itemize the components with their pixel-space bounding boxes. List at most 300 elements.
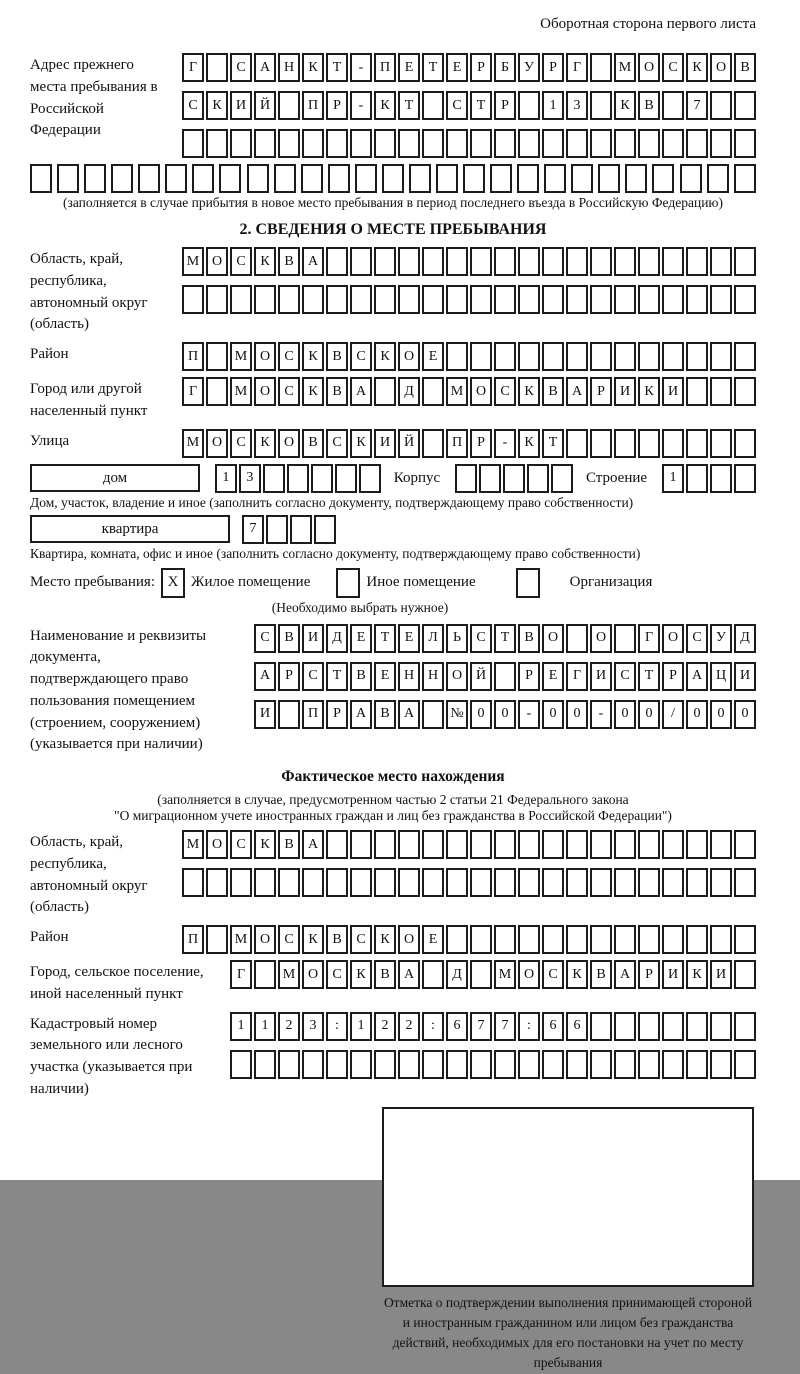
char-box: Е <box>374 662 396 691</box>
char-box <box>638 868 660 897</box>
char-box <box>503 464 525 493</box>
char-box: С <box>686 624 708 653</box>
char-box: О <box>470 377 492 406</box>
char-box <box>734 164 756 193</box>
char-box <box>182 285 204 314</box>
char-box <box>710 377 732 406</box>
char-box: - <box>494 429 516 458</box>
char-box <box>662 91 684 120</box>
char-box <box>230 285 252 314</box>
char-box <box>710 1050 732 1079</box>
char-box <box>422 247 444 276</box>
char-box: К <box>686 960 708 989</box>
char-box: С <box>302 662 324 691</box>
char-box <box>266 515 288 544</box>
char-box: К <box>638 377 660 406</box>
char-box: М <box>446 377 468 406</box>
actual-district-row <box>180 925 756 954</box>
char-box <box>734 377 756 406</box>
char-box: Е <box>398 624 420 653</box>
char-box <box>254 960 276 989</box>
char-box: Т <box>494 624 516 653</box>
char-box: С <box>350 342 372 371</box>
char-box: 1 <box>254 1012 276 1041</box>
region-label: Область, край, республика, автономный округ (область) <box>30 251 148 333</box>
char-box <box>662 129 684 158</box>
char-box <box>542 342 564 371</box>
char-box <box>494 247 516 276</box>
char-box: К <box>614 91 636 120</box>
char-box <box>662 247 684 276</box>
char-box <box>326 285 348 314</box>
district-label: Район <box>30 346 69 362</box>
char-box: 0 <box>566 700 588 729</box>
char-box <box>662 830 684 859</box>
char-box <box>398 868 420 897</box>
apartment-cells <box>240 515 336 544</box>
actual-location-caption-1: (заполняется в случае, предусмотренном частью 2 статьи 21 Федерального закона <box>157 792 629 807</box>
char-box: О <box>590 624 612 653</box>
actual-location-heading: Фактическое место нахождения <box>281 768 505 785</box>
char-box: О <box>206 830 228 859</box>
char-box: П <box>182 925 204 954</box>
char-box: М <box>230 342 252 371</box>
region-row-1 <box>180 247 756 276</box>
char-box <box>638 925 660 954</box>
char-box <box>566 342 588 371</box>
char-box <box>30 164 52 193</box>
previous-address-row-2 <box>180 91 756 120</box>
char-box <box>494 129 516 158</box>
char-box: М <box>494 960 516 989</box>
char-box: С <box>614 662 636 691</box>
char-box: П <box>302 91 324 120</box>
char-box: 3 <box>566 91 588 120</box>
char-box: О <box>206 429 228 458</box>
checkbox-residential: X <box>161 568 185 598</box>
char-box <box>182 129 204 158</box>
char-box: Т <box>326 662 348 691</box>
char-box <box>571 164 593 193</box>
char-box <box>302 1050 324 1079</box>
char-box: : <box>326 1012 348 1041</box>
char-box <box>734 868 756 897</box>
char-box <box>734 342 756 371</box>
char-box: М <box>182 247 204 276</box>
stamp-caption: Отметка о подтверждении выполнения принимающей стороной и иностранным гражданином или лицом без гражданства действий, необходимых для его постановки на учет по месту пребывания <box>383 1294 753 1371</box>
char-box <box>314 515 336 544</box>
char-box <box>542 285 564 314</box>
char-box: В <box>734 53 756 82</box>
char-box: 1 <box>662 464 684 493</box>
char-box: Г <box>566 53 588 82</box>
char-box <box>302 868 324 897</box>
char-box: А <box>254 53 276 82</box>
char-box: 6 <box>446 1012 468 1041</box>
char-box <box>614 624 636 653</box>
apartment-caption: Квартира, комната, офис и иное (заполнить согласно документу, подтверждающему право собственности) <box>30 545 641 561</box>
char-box <box>566 285 588 314</box>
char-box: А <box>398 960 420 989</box>
char-box: И <box>374 429 396 458</box>
char-box: П <box>302 700 324 729</box>
char-box <box>422 868 444 897</box>
char-box: 1 <box>230 1012 252 1041</box>
actual-location-caption-2: "О миграционном учете иностранных граждан и лиц без гражданства в Российской Федерации") <box>114 808 672 823</box>
char-box: Ц <box>710 662 732 691</box>
char-box: : <box>422 1012 444 1041</box>
char-box <box>590 53 612 82</box>
char-box <box>326 129 348 158</box>
char-box <box>311 464 333 493</box>
char-box: 0 <box>470 700 492 729</box>
char-box: И <box>734 662 756 691</box>
char-box: Е <box>422 342 444 371</box>
char-box: 2 <box>374 1012 396 1041</box>
char-box: Р <box>326 91 348 120</box>
char-box <box>542 830 564 859</box>
char-box: - <box>350 91 372 120</box>
char-box <box>518 830 540 859</box>
char-box: Р <box>470 429 492 458</box>
char-box: У <box>518 53 540 82</box>
option-residential-label: Жилое помещение <box>191 574 311 590</box>
char-box: Р <box>470 53 492 82</box>
char-box: К <box>302 925 324 954</box>
char-box: А <box>398 700 420 729</box>
page-header-note: Оборотная сторона первого листа <box>540 16 756 32</box>
document-row-3 <box>252 700 756 729</box>
char-box <box>350 285 372 314</box>
char-box: Т <box>398 91 420 120</box>
char-box <box>326 247 348 276</box>
char-box <box>138 164 160 193</box>
char-box <box>614 1012 636 1041</box>
char-box <box>590 285 612 314</box>
char-box <box>326 868 348 897</box>
section2-heading: 2. СВЕДЕНИЯ О МЕСТЕ ПРЕБЫВАНИЯ <box>239 221 547 238</box>
char-box: С <box>350 925 372 954</box>
stroenie-label: Строение <box>585 469 648 486</box>
char-box <box>382 164 404 193</box>
char-box <box>598 164 620 193</box>
char-box: К <box>302 53 324 82</box>
char-box: И <box>662 960 684 989</box>
char-box <box>422 830 444 859</box>
char-box <box>710 830 732 859</box>
char-box <box>734 830 756 859</box>
char-box: И <box>614 377 636 406</box>
document-row-1 <box>252 624 756 653</box>
stamp-box <box>382 1107 754 1287</box>
char-box <box>326 1050 348 1079</box>
char-box <box>422 129 444 158</box>
char-box: А <box>302 247 324 276</box>
char-box <box>734 429 756 458</box>
char-box <box>326 830 348 859</box>
char-box <box>614 429 636 458</box>
char-box <box>470 129 492 158</box>
char-box <box>278 868 300 897</box>
street-row <box>180 429 756 458</box>
previous-address-caption: (заполняется в случае прибытия в новое место пребывания в период последнего въезда в Российскую Федерацию) <box>62 195 724 210</box>
char-box <box>734 1050 756 1079</box>
char-box: С <box>254 624 276 653</box>
korpus-label: Корпус <box>393 469 441 486</box>
char-box: О <box>662 624 684 653</box>
char-box: 7 <box>686 91 708 120</box>
char-box: В <box>590 960 612 989</box>
char-box <box>470 1050 492 1079</box>
char-box: О <box>302 960 324 989</box>
char-box <box>470 960 492 989</box>
checkbox-organization <box>516 568 540 598</box>
char-box <box>542 868 564 897</box>
char-box <box>590 1050 612 1079</box>
char-box <box>290 515 312 544</box>
char-box: К <box>374 91 396 120</box>
char-box <box>84 164 106 193</box>
char-box: К <box>254 429 276 458</box>
char-box <box>422 377 444 406</box>
char-box <box>734 464 756 493</box>
char-box: К <box>350 960 372 989</box>
char-box <box>614 129 636 158</box>
char-box: 1 <box>215 464 237 493</box>
char-box <box>446 129 468 158</box>
char-box <box>374 830 396 859</box>
char-box: 1 <box>542 91 564 120</box>
char-box: П <box>182 342 204 371</box>
char-box <box>446 285 468 314</box>
char-box <box>230 1050 252 1079</box>
char-box: 7 <box>494 1012 516 1041</box>
char-box: 0 <box>686 700 708 729</box>
char-box <box>638 429 660 458</box>
char-box <box>206 129 228 158</box>
char-box <box>111 164 133 193</box>
char-box: 6 <box>566 1012 588 1041</box>
char-box <box>517 164 539 193</box>
char-box <box>422 700 444 729</box>
char-box <box>254 868 276 897</box>
city-label: Город или другой населенный пункт <box>30 381 148 419</box>
char-box <box>219 164 241 193</box>
char-box: В <box>302 429 324 458</box>
char-box: Л <box>422 624 444 653</box>
checkbox-other-premises <box>336 568 360 598</box>
char-box <box>287 464 309 493</box>
char-box: Е <box>398 53 420 82</box>
char-box <box>455 464 477 493</box>
char-box <box>278 285 300 314</box>
actual-district-label: Район <box>30 929 69 945</box>
actual-city-row <box>228 960 756 989</box>
char-box <box>350 830 372 859</box>
char-box: 2 <box>278 1012 300 1041</box>
char-box <box>278 91 300 120</box>
char-box: В <box>542 377 564 406</box>
char-box: А <box>686 662 708 691</box>
char-box <box>710 925 732 954</box>
cadastral-row-2 <box>228 1050 756 1079</box>
char-box: 0 <box>638 700 660 729</box>
char-box <box>206 53 228 82</box>
char-box <box>544 164 566 193</box>
char-box <box>446 1050 468 1079</box>
char-box: Р <box>518 662 540 691</box>
char-box <box>398 129 420 158</box>
char-box <box>566 429 588 458</box>
char-box: 0 <box>734 700 756 729</box>
char-box: С <box>542 960 564 989</box>
char-box <box>374 868 396 897</box>
char-box: Й <box>470 662 492 691</box>
char-box <box>614 247 636 276</box>
char-box: И <box>254 700 276 729</box>
char-box <box>680 164 702 193</box>
char-box <box>254 129 276 158</box>
char-box: - <box>590 700 612 729</box>
char-box <box>638 285 660 314</box>
char-box <box>662 925 684 954</box>
char-box <box>470 925 492 954</box>
char-box <box>494 868 516 897</box>
char-box <box>734 1012 756 1041</box>
char-box <box>470 342 492 371</box>
char-box <box>479 464 501 493</box>
char-box <box>662 342 684 371</box>
char-box <box>494 830 516 859</box>
char-box: В <box>374 700 396 729</box>
char-box <box>551 464 573 493</box>
char-box: А <box>350 377 372 406</box>
char-box <box>518 247 540 276</box>
char-box <box>710 129 732 158</box>
char-box <box>206 342 228 371</box>
char-box <box>518 285 540 314</box>
char-box <box>590 925 612 954</box>
char-box <box>590 429 612 458</box>
char-box: К <box>254 830 276 859</box>
char-box: С <box>230 429 252 458</box>
char-box: В <box>326 377 348 406</box>
char-box <box>527 464 549 493</box>
char-box: А <box>614 960 636 989</box>
char-box <box>446 830 468 859</box>
char-box <box>422 960 444 989</box>
char-box: : <box>518 1012 540 1041</box>
char-box: В <box>350 662 372 691</box>
char-box <box>409 164 431 193</box>
char-box: С <box>446 91 468 120</box>
char-box: К <box>302 377 324 406</box>
char-box <box>518 1050 540 1079</box>
char-box: В <box>278 624 300 653</box>
char-box <box>662 1050 684 1079</box>
char-box <box>686 247 708 276</box>
street-label: Улица <box>30 432 70 449</box>
field-city <box>30 377 756 423</box>
char-box <box>566 868 588 897</box>
char-box: Д <box>446 960 468 989</box>
char-box <box>686 342 708 371</box>
char-box: О <box>518 960 540 989</box>
char-box: Р <box>542 53 564 82</box>
char-box <box>374 129 396 158</box>
char-box <box>566 830 588 859</box>
char-box: О <box>398 342 420 371</box>
field-actual-district <box>30 925 756 954</box>
char-box: С <box>230 247 252 276</box>
char-box <box>734 247 756 276</box>
char-box: П <box>374 53 396 82</box>
char-box <box>254 1050 276 1079</box>
char-box <box>734 91 756 120</box>
char-box <box>230 129 252 158</box>
char-box <box>470 830 492 859</box>
char-box <box>350 129 372 158</box>
char-box: К <box>518 429 540 458</box>
char-box <box>686 429 708 458</box>
char-box <box>206 925 228 954</box>
char-box: В <box>518 624 540 653</box>
previous-address-row-3 <box>180 129 756 158</box>
char-box <box>182 868 204 897</box>
char-box: 0 <box>710 700 732 729</box>
char-box <box>614 342 636 371</box>
char-box <box>710 1012 732 1041</box>
char-box <box>398 247 420 276</box>
char-box: С <box>278 342 300 371</box>
char-box <box>566 129 588 158</box>
char-box: Б <box>494 53 516 82</box>
char-box <box>734 129 756 158</box>
char-box: - <box>350 53 372 82</box>
char-box <box>494 285 516 314</box>
char-box <box>686 285 708 314</box>
actual-region-row-1 <box>180 830 756 859</box>
stroenie-cells <box>660 464 756 493</box>
char-box <box>374 377 396 406</box>
char-box <box>247 164 269 193</box>
field-previous-address <box>30 53 756 158</box>
char-box <box>278 700 300 729</box>
char-box: Н <box>398 662 420 691</box>
char-box <box>470 868 492 897</box>
field-region <box>30 247 756 336</box>
char-box: 3 <box>302 1012 324 1041</box>
char-box <box>710 868 732 897</box>
char-box <box>350 1050 372 1079</box>
char-box <box>374 285 396 314</box>
char-box: 0 <box>494 700 516 729</box>
stay-place-label: Место пребывания: <box>30 574 155 590</box>
char-box: Е <box>446 53 468 82</box>
char-box: Г <box>182 53 204 82</box>
char-box: В <box>374 960 396 989</box>
house-caption: Дом, участок, владение и иное (заполнить согласно документу, подтверждающему право собственности) <box>30 494 634 510</box>
char-box <box>350 247 372 276</box>
char-box: О <box>446 662 468 691</box>
char-box <box>590 91 612 120</box>
char-box <box>710 342 732 371</box>
actual-region-row-2 <box>180 868 756 897</box>
char-box: К <box>350 429 372 458</box>
char-box <box>686 464 708 493</box>
char-box: К <box>374 342 396 371</box>
char-box: С <box>326 960 348 989</box>
